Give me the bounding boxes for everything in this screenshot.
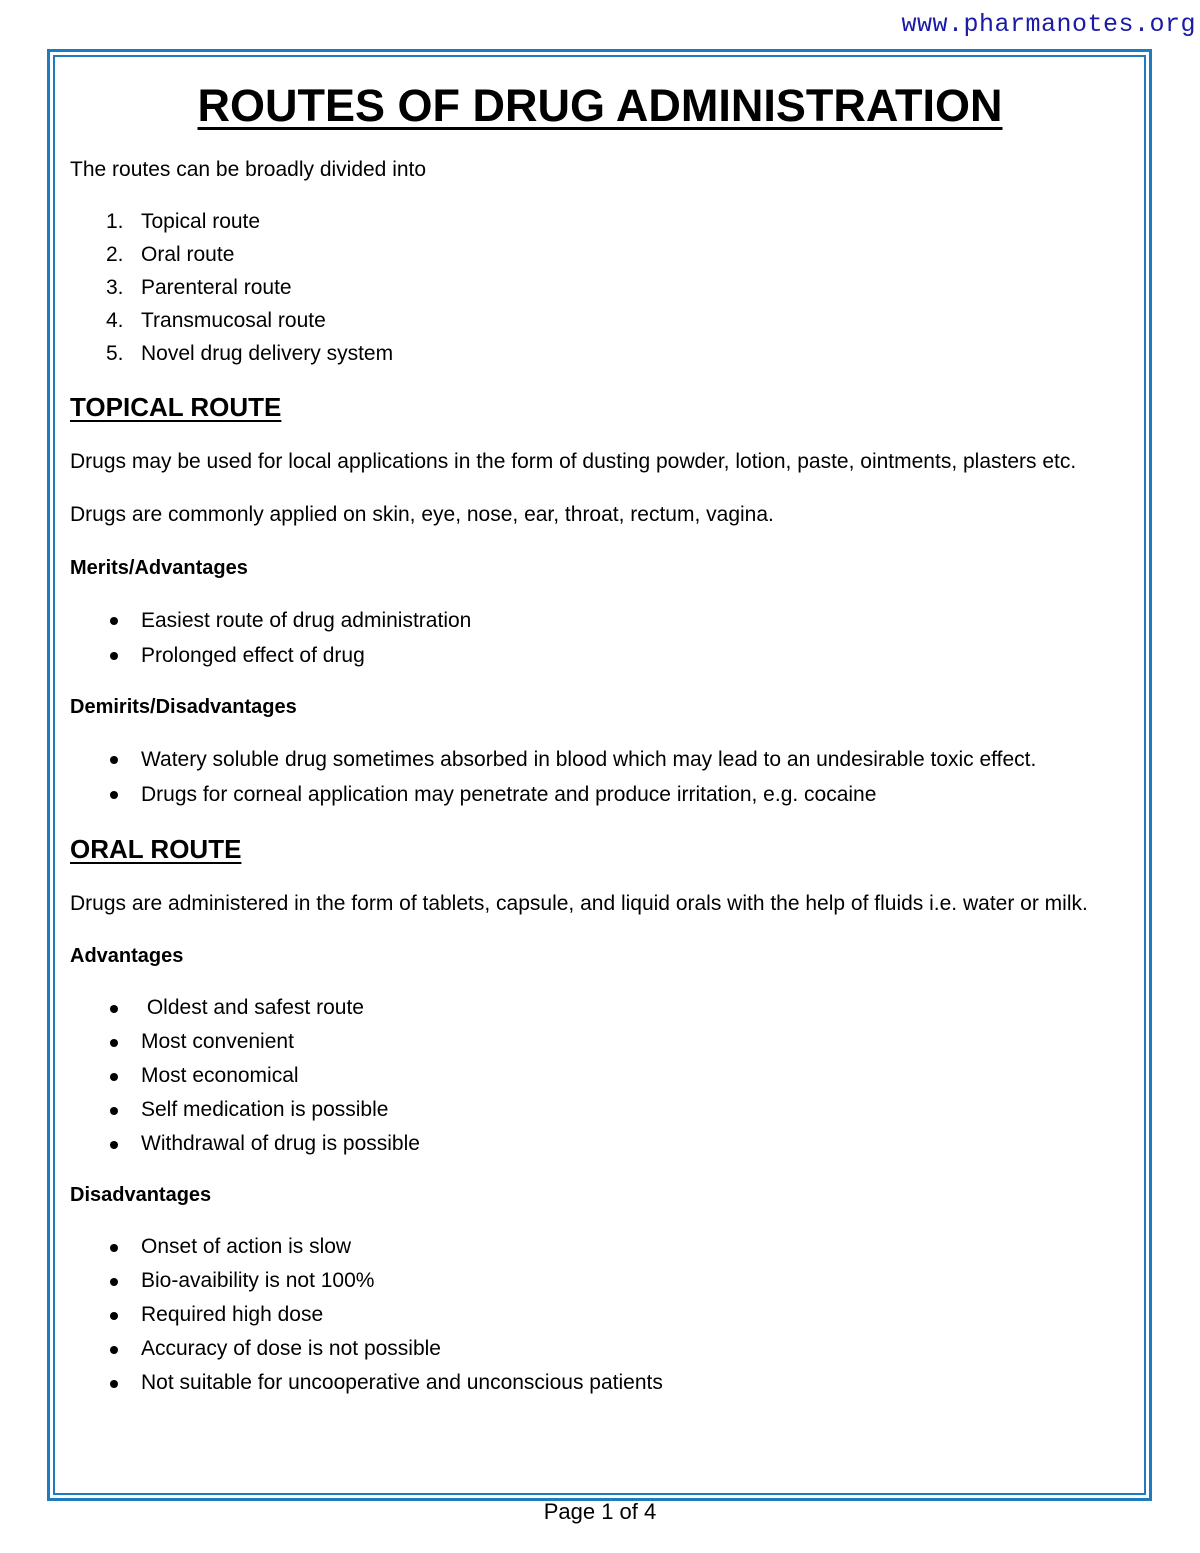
list-item-label: Self medication is possible <box>141 1098 389 1121</box>
section-heading-oral <box>70 830 1130 868</box>
list-item-label: Prolonged effect of drug <box>141 644 365 667</box>
document-body <box>70 76 1130 1418</box>
bullet-icon <box>110 1380 118 1388</box>
list-item-label: Easiest route of drug administration <box>141 609 472 632</box>
list-item <box>70 1093 1130 1127</box>
list-item-label: Watery soluble drug sometimes absorbed in blood which may lead to an undesirable toxic effect. <box>141 748 1037 771</box>
list-item <box>70 1127 1130 1161</box>
merits-heading: Merits/Advantages <box>70 557 248 579</box>
site-url: www.pharmanotes.org <box>901 10 1196 39</box>
list-item <box>70 742 1130 777</box>
advantages-list <box>70 991 1130 1161</box>
list-item-label: Novel drug delivery system <box>141 342 394 365</box>
section-heading-text: TOPICAL ROUTE <box>70 392 282 422</box>
bullet-icon <box>110 1278 118 1286</box>
advantages-heading: Advantages <box>70 945 184 967</box>
page-number: Page 1 of 4 <box>543 1499 657 1524</box>
list-item <box>70 238 1130 271</box>
list-number: 5. <box>106 342 124 365</box>
bullet-icon <box>110 1141 118 1149</box>
section-heading-text: ORAL ROUTE <box>70 834 242 864</box>
bullet-icon <box>110 1312 118 1320</box>
list-item-label: Oral route <box>141 243 235 266</box>
bullet-icon <box>110 1107 118 1115</box>
bullet-icon <box>110 791 118 799</box>
list-number: 2. <box>106 243 124 266</box>
bullet-icon <box>110 652 118 660</box>
demerits-list <box>70 742 1130 812</box>
list-item-label: Required high dose <box>141 1303 324 1326</box>
list-item-label: Bio-avaibility is not 100% <box>141 1269 375 1292</box>
list-item-label: Not suitable for uncooperative and unconscious patients <box>141 1371 663 1394</box>
list-item <box>70 603 1130 638</box>
list-item-label: Accuracy of dose is not possible <box>141 1337 441 1360</box>
bullet-icon <box>110 1346 118 1354</box>
list-item <box>70 1298 1130 1332</box>
bullet-icon <box>110 1039 118 1047</box>
topical-paragraph-2: Drugs are commonly applied on skin, eye, nose, ear, throat, rectum, vagina. <box>70 503 774 526</box>
disadvantages-heading: Disadvantages <box>70 1184 212 1206</box>
bullet-icon <box>110 1244 118 1252</box>
list-item <box>70 1025 1130 1059</box>
list-number: 3. <box>106 276 124 299</box>
bullet-icon <box>110 756 118 764</box>
list-item-label: Topical route <box>141 210 261 233</box>
bullet-icon <box>110 1005 118 1013</box>
oral-paragraph-1: Drugs are administered in the form of tablets, capsule, and liquid orals with the help of fluids i.e. water or milk. <box>70 892 1088 915</box>
routes-list <box>70 205 1130 370</box>
demerits-heading: Demirits/Disadvantages <box>70 696 297 718</box>
list-number: 4. <box>106 309 124 332</box>
section-heading-topical <box>70 388 1130 426</box>
bullet-icon <box>110 617 118 625</box>
list-item-label: Drugs for corneal application may penetrate and produce irritation, e.g. cocaine <box>141 783 877 806</box>
list-item <box>70 1230 1130 1264</box>
list-number: 1. <box>106 210 124 233</box>
list-item <box>70 991 1130 1025</box>
list-item <box>70 777 1130 812</box>
document-title-text: ROUTES OF DRUG ADMINISTRATION <box>197 80 1003 131</box>
list-item-label: Transmucosal route <box>141 309 326 332</box>
list-item-label: Most economical <box>141 1064 299 1087</box>
list-item <box>70 205 1130 238</box>
list-item-label: Most convenient <box>141 1030 294 1053</box>
list-item <box>70 337 1130 370</box>
list-item <box>70 1264 1130 1298</box>
list-item-label: Oldest and safest route <box>141 996 364 1019</box>
merits-list <box>70 603 1130 673</box>
list-item <box>70 1059 1130 1093</box>
list-item <box>70 1366 1130 1400</box>
bullet-icon <box>110 1073 118 1081</box>
disadvantages-list <box>70 1230 1130 1400</box>
topical-paragraph-1: Drugs may be used for local applications in the form of dusting powder, lotion, paste, ointments, plasters etc. <box>70 450 1077 473</box>
list-item-label: Onset of action is slow <box>141 1235 352 1258</box>
list-item <box>70 1332 1130 1366</box>
intro-text: The routes can be broadly divided into <box>70 158 427 181</box>
list-item-label: Parenteral route <box>141 276 292 299</box>
list-item-label: Withdrawal of drug is possible <box>141 1132 420 1155</box>
list-item <box>70 304 1130 337</box>
list-item <box>70 638 1130 673</box>
list-item <box>70 271 1130 304</box>
document-title <box>70 76 1130 136</box>
